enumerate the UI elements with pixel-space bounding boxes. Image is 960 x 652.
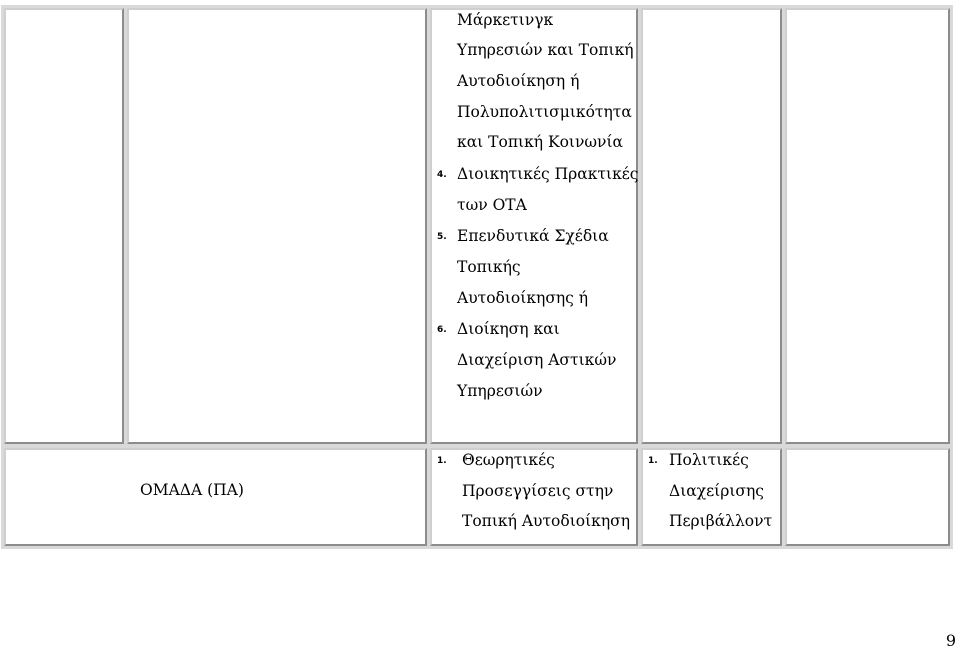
course-line: Μάρκετινγκ	[457, 11, 554, 29]
list-number: 4.	[437, 170, 447, 180]
course-line: των ΟΤΑ	[457, 196, 527, 214]
group-label: ΟΜΑΔΑ (ΠΑ)	[140, 481, 244, 499]
course-line: Προσεγγίσεις στην	[462, 482, 614, 500]
list-number: 5.	[437, 232, 447, 242]
course-line: Διαχείρισης	[669, 482, 764, 500]
course-line: Διαχείριση Αστικών	[457, 351, 617, 369]
course-line: Θεωρητικές	[462, 451, 555, 469]
course-line: Διοικητικές Πρακτικές	[457, 165, 639, 183]
table-cell-top-col1	[4, 8, 124, 444]
course-line: Υπηρεσιών και Τοπική	[457, 41, 634, 59]
course-line: Τοπικής	[457, 258, 521, 276]
course-line: Τοπική Αυτοδιοίκηση	[462, 512, 631, 530]
course-line: Πολιτικές	[669, 451, 749, 469]
page-number: 9	[945, 631, 956, 650]
course-line: Αυτοδιοίκησης ή	[457, 289, 589, 307]
course-line: Περιβάλλοντ	[669, 512, 773, 530]
table-cell-top-col5	[785, 8, 950, 444]
table-cell-top-col4	[641, 8, 782, 444]
course-line: Πολυπολιτισμικότητα	[457, 103, 632, 121]
course-line: Αυτοδιοίκηση ή	[457, 72, 580, 90]
course-line: Διοίκηση και	[457, 320, 560, 338]
course-line: Επενδυτικά Σχέδια	[457, 227, 609, 245]
table-cell-bottom-col4	[785, 448, 950, 546]
list-number: 6.	[437, 325, 447, 335]
course-line: Υπηρεσιών	[457, 382, 543, 400]
course-line: και Τοπική Κοινωνία	[457, 133, 624, 151]
table-cell-top-col2	[127, 8, 427, 444]
list-number: 1.	[648, 456, 658, 466]
list-number: 1.	[437, 456, 447, 466]
